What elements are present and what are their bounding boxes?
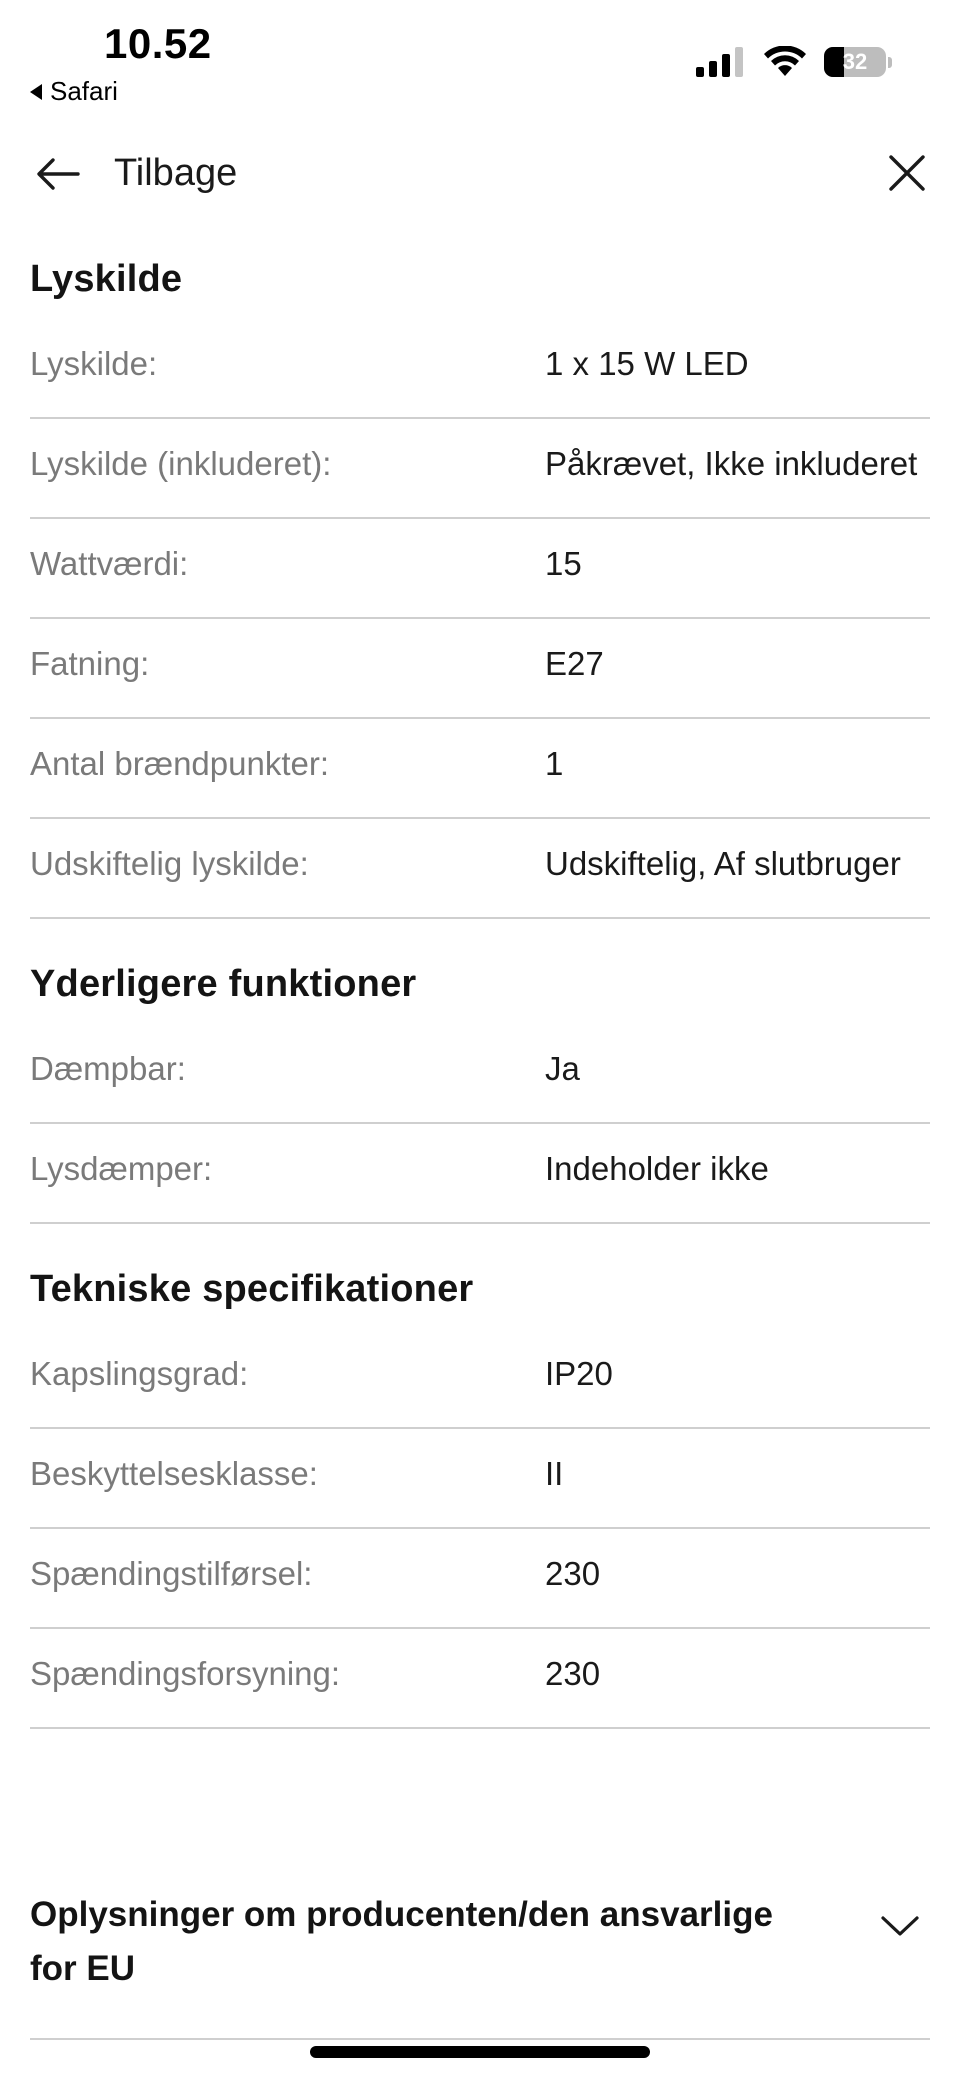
- home-indicator[interactable]: [310, 2046, 650, 2058]
- spec-label: Antal brændpunkter:: [30, 745, 330, 782]
- spec-label: Spændingstilførsel:: [30, 1555, 313, 1592]
- status-time: 10.52: [104, 20, 212, 67]
- spec-value: II: [545, 1455, 564, 1492]
- spec-value: IP20: [545, 1355, 613, 1392]
- accordion-title: Oplysninger om producenten/den ansvarlige for EU: [30, 1895, 773, 1988]
- spec-row: [30, 519, 930, 619]
- spec-row: [30, 819, 930, 919]
- wifi-icon: [764, 46, 806, 78]
- spec-value: Indeholder ikke: [545, 1150, 769, 1187]
- back-to-app-label: Safari: [50, 76, 118, 106]
- spec-value: Ja: [545, 1050, 580, 1087]
- spec-label: Dæmpbar:: [30, 1050, 186, 1087]
- spec-row: [30, 419, 930, 519]
- battery-level: 32: [842, 49, 868, 74]
- spec-label: Fatning:: [30, 645, 150, 682]
- close-icon: [888, 154, 926, 192]
- spec-label: Udskiftelig lyskilde:: [30, 845, 309, 882]
- spec-label: Lyskilde (inkluderet):: [30, 445, 332, 482]
- section-title: Yderligere funktioner: [30, 963, 417, 1005]
- spec-label: Beskyttelsesklasse:: [30, 1455, 318, 1492]
- section-lyskilde: [30, 258, 930, 919]
- back-triangle-icon: [30, 84, 42, 100]
- spec-value: Påkrævet, Ikke inkluderet: [545, 445, 918, 482]
- spec-label: Kapslingsgrad:: [30, 1355, 249, 1392]
- section-title: Tekniske specifikationer: [30, 1268, 474, 1310]
- spec-value: E27: [545, 645, 604, 682]
- spec-value: 230: [545, 1655, 601, 1692]
- spec-value: 15: [545, 545, 582, 582]
- spec-label: Lyskilde:: [30, 345, 158, 382]
- spec-row: [30, 1529, 930, 1629]
- nav-bar: [0, 140, 960, 220]
- spec-row: [30, 1124, 930, 1224]
- spec-label: Spændingsforsyning:: [30, 1655, 341, 1692]
- spec-value: 1 x 15 W LED: [545, 345, 749, 382]
- section-yderligere-funktioner: [30, 963, 930, 1224]
- battery-tip: [888, 57, 892, 68]
- spec-value: 1: [545, 745, 564, 782]
- spec-row: [30, 319, 930, 419]
- cellular-signal-icon: [696, 47, 746, 77]
- manufacturer-info-accordion[interactable]: [30, 1878, 930, 2040]
- spec-label: Wattværdi:: [30, 545, 189, 582]
- battery-icon: [824, 47, 886, 77]
- section-tekniske-specifikationer: [30, 1268, 930, 1729]
- spec-row: [30, 1329, 930, 1429]
- spec-value: 230: [545, 1555, 601, 1592]
- chevron-down-icon: [880, 1914, 920, 1943]
- spec-content: [30, 258, 930, 1729]
- status-bar: [0, 0, 960, 120]
- arrow-left-icon: [36, 157, 80, 191]
- close-button[interactable]: [888, 154, 926, 197]
- status-icons: [696, 46, 892, 78]
- spec-label: Lysdæmper:: [30, 1150, 213, 1187]
- back-to-app-link[interactable]: [30, 76, 118, 107]
- section-title: Lyskilde: [30, 258, 183, 300]
- spec-row: [30, 719, 930, 819]
- spec-value: Udskiftelig, Af slutbruger: [545, 845, 901, 882]
- spec-row: [30, 1629, 930, 1729]
- back-label: Tilbage: [114, 152, 238, 194]
- spec-row: [30, 1429, 930, 1529]
- back-button[interactable]: [36, 152, 237, 195]
- spec-row: [30, 1024, 930, 1124]
- spec-row: [30, 619, 930, 719]
